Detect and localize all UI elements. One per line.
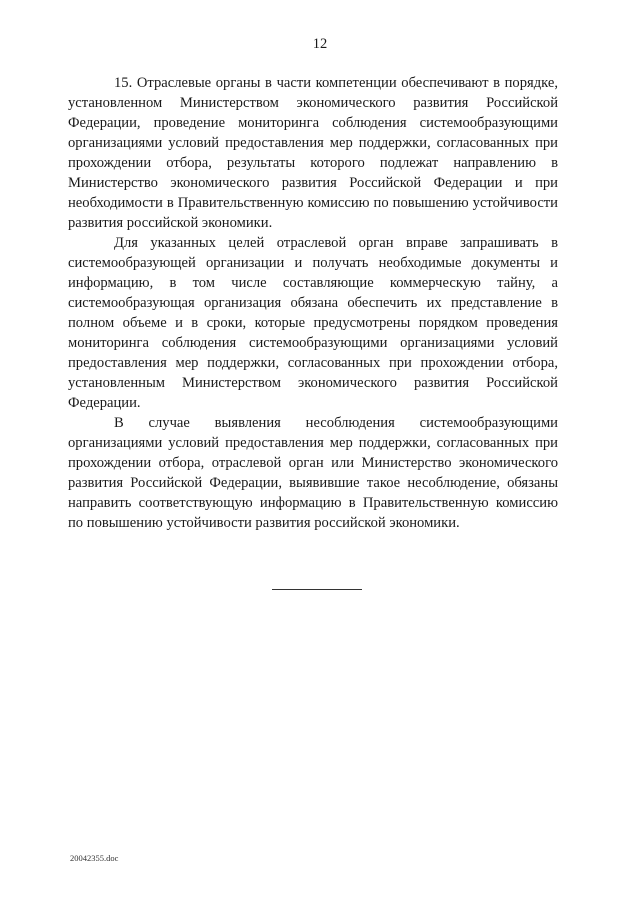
- end-divider-line: [272, 589, 362, 590]
- paragraph-3: В случае выявления несоблюдения системообразующими организациями условий предоставления мер поддержки, согласованных при прохождении отбора, отраслевой орган или Министерство экономического развития Российской Федерации, выявившие такое несоблюдение, обязаны направить соответствующую информацию в Правительственную комиссию по повышению устойчивости развития российской экономики.: [68, 415, 558, 531]
- paragraph-1: 15. Отраслевые органы в части компетенции обеспечивают в порядке, установленном Министерством экономического развития Российской Федерации, проведение мониторинга соблюдения системообразующими организациями условий предоставления мер поддержки, согласованных при прохождении отбора, результаты которого подлежат направлению в Министерство экономического развития Российской Федерации и при необходимости в Правительственную комиссию по повышению устойчивости развития российской экономики.: [68, 75, 558, 231]
- paragraph-2: Для указанных целей отраслевой орган вправе запрашивать в системообразующей организации и получать необходимые документы и информацию, в том числе составляющие коммерческую тайну, а системообразующая организация обязана обеспечить их представление в полном объеме и в сроки, которые предусмотрены порядком проведения мониторинга соблюдения системообразующими организациями условий предоставления мер поддержки, согласованных при прохождении отбора, установленным Министерством экономического развития Российской Федерации.: [68, 235, 558, 411]
- document-body: [68, 73, 558, 533]
- footer-file-code: 20042355.doc: [70, 853, 119, 863]
- page-number: 12: [312, 36, 328, 52]
